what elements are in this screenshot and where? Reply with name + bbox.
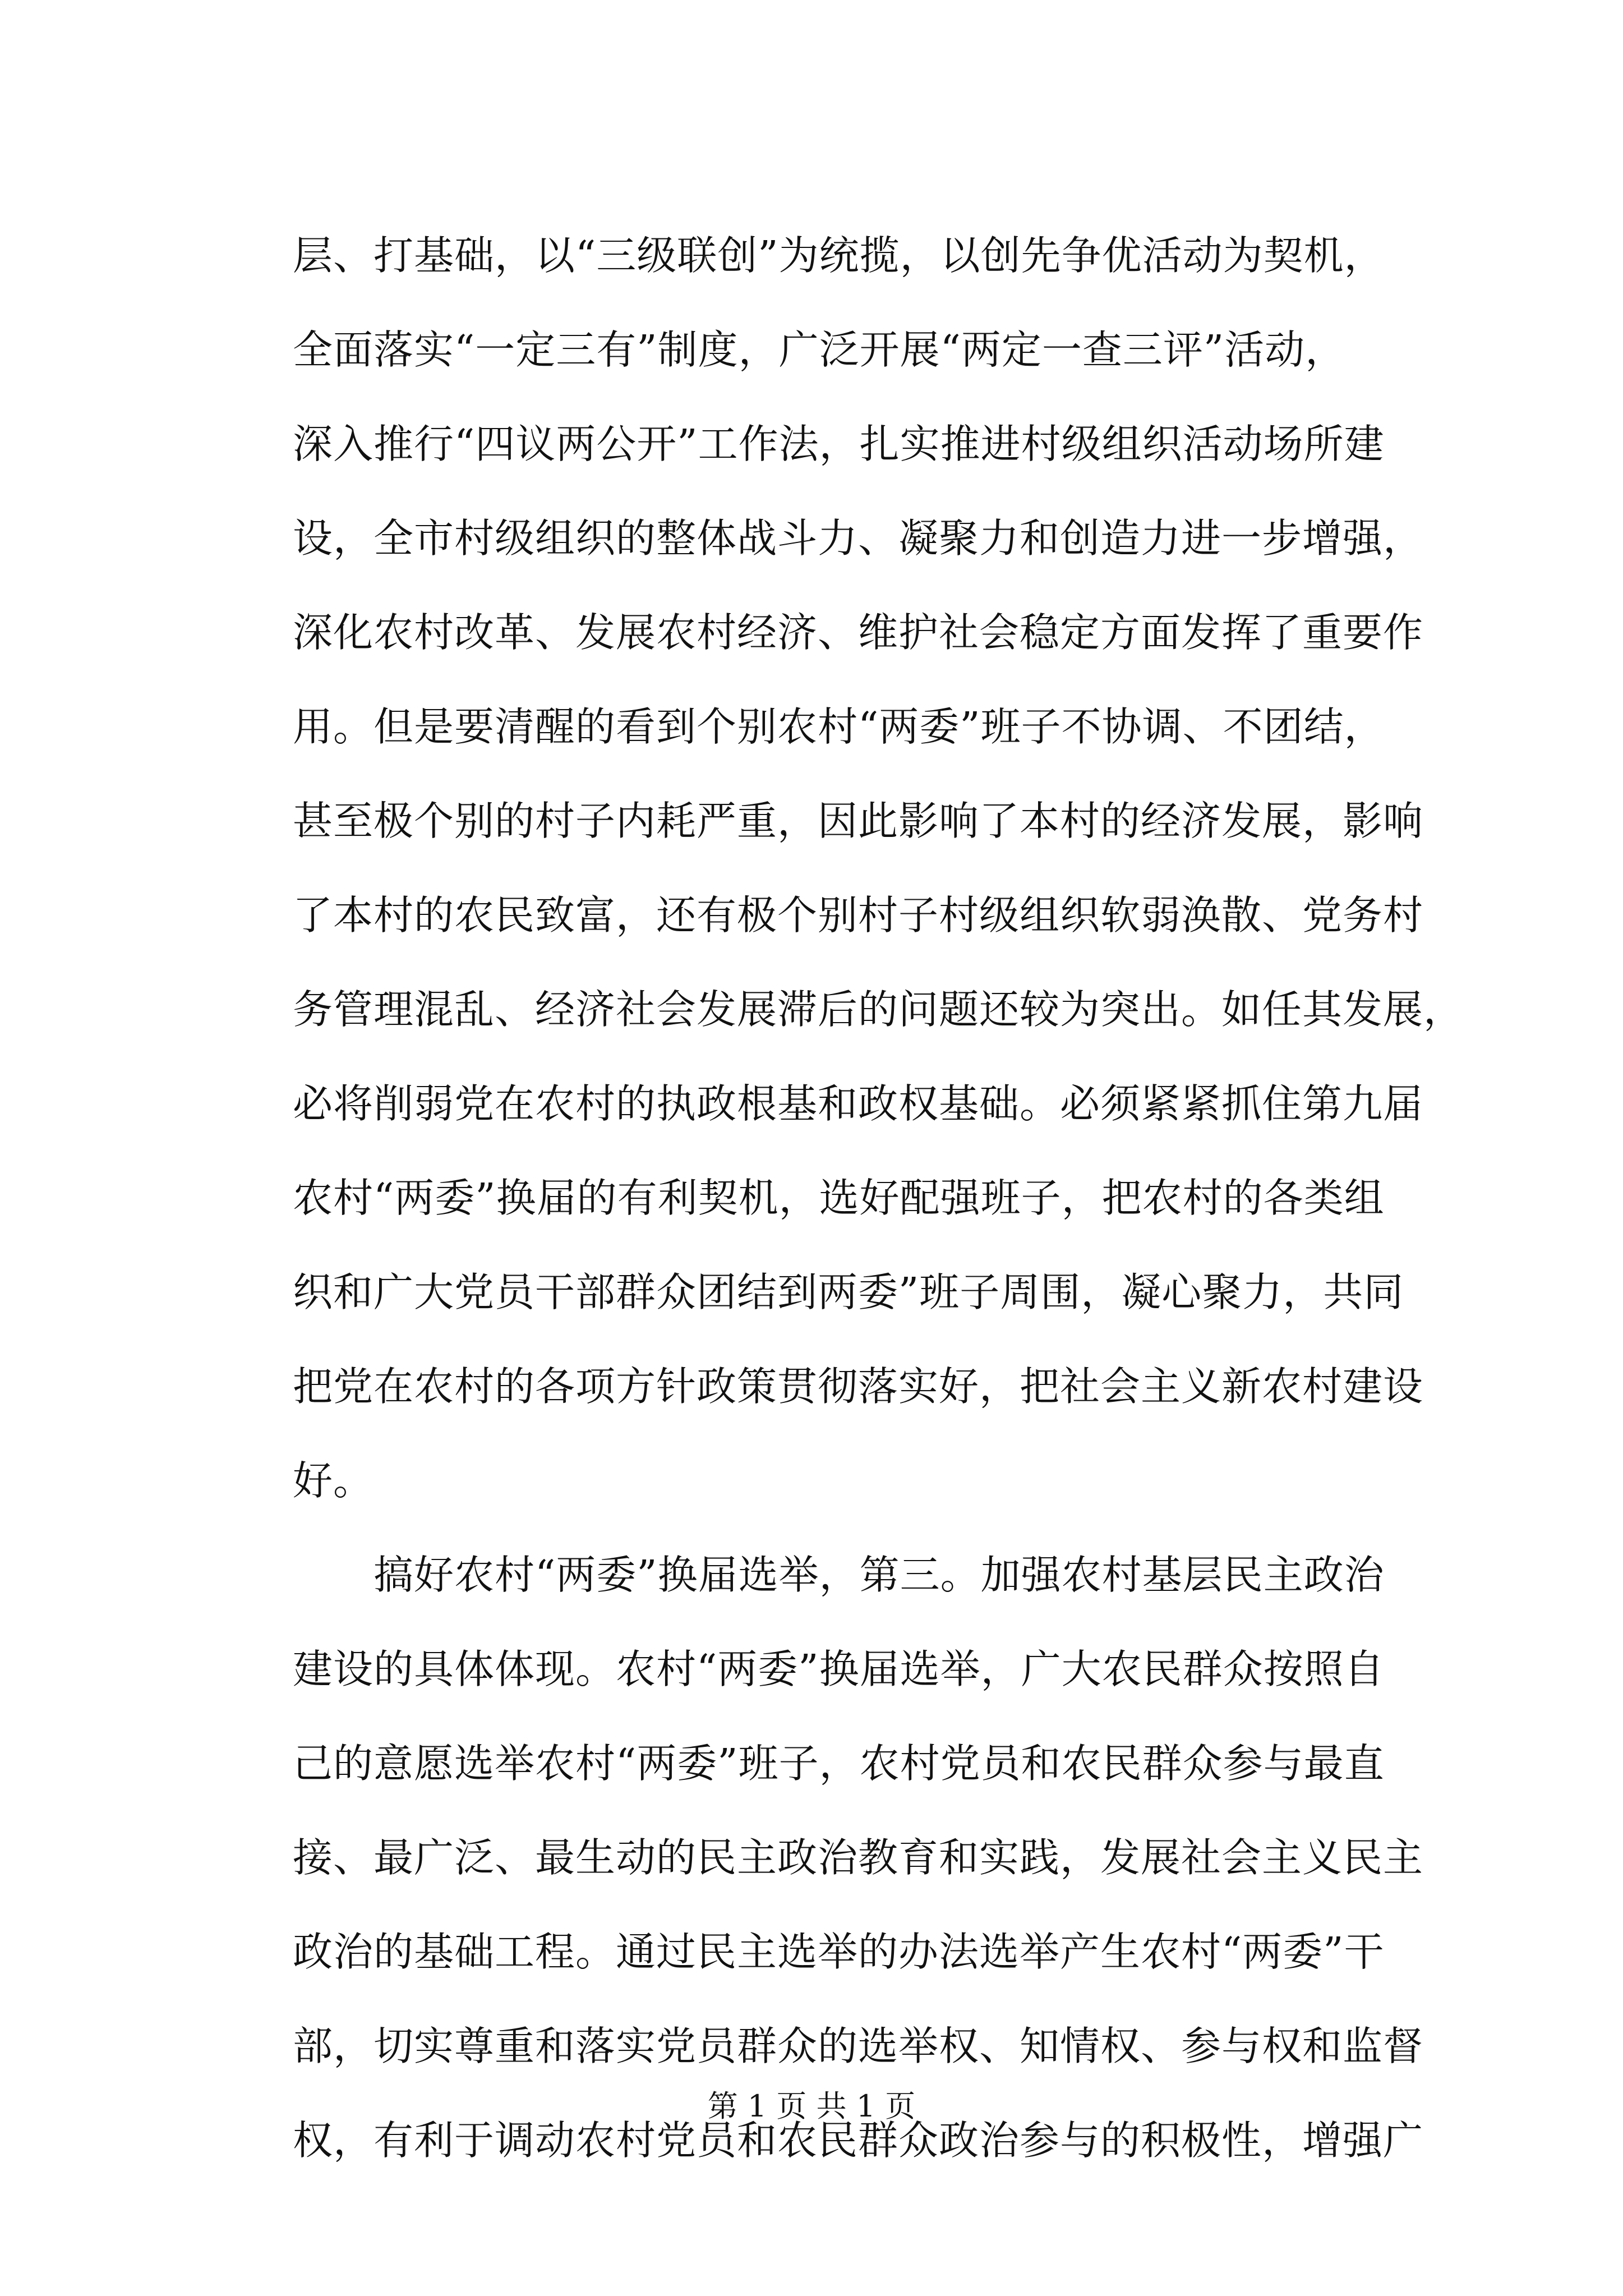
text-line: 全面落实“一定三有”制度，广泛开展“两定一查三评”活动， — [293, 326, 1346, 373]
text-line: 用。但是要清醒的看到个别农村“两委”班子不协调、不团结， — [293, 703, 1385, 750]
text-line: 层、打基础，以“三级联创”为统揽，以创先争优活动为契机， — [293, 232, 1385, 279]
text-line: 甚至极个别的村子内耗严重，因此影响了本村的经济发展，影响 — [293, 798, 1424, 844]
text-line: 设，全市村级组织的整体战斗力、凝聚力和创造力进一步增强， — [293, 515, 1424, 562]
page-footer: 第 1 页 共 1 页 — [707, 2088, 916, 2124]
text-line: 己的意愿选举农村“两委”班子，农村党员和农民群众参与最直 — [293, 1740, 1385, 1787]
text-line: 接、最广泛、最生动的民主政治教育和实践，发展社会主义民主 — [293, 1834, 1424, 1881]
text-line: 织和广大党员干部群众团结到两委”班子周围，凝心聚力，共同 — [293, 1269, 1404, 1315]
document-body — [293, 209, 1464, 2188]
text-line: 深化农村改革、发展农村经济、维护社会稳定方面发挥了重要作 — [293, 609, 1424, 656]
text-line: 建设的具体体现。农村“两委”换届选举，广大农民群众按照自 — [293, 1646, 1385, 1692]
text-line: 把党在农村的各项方针政策贯彻落实好，把社会主义新农村建设 — [293, 1363, 1424, 1410]
text-line: 必将削弱党在农村的执政根基和政权基础。必须紧紧抓住第九届 — [293, 1080, 1424, 1127]
text-line: 好。 — [293, 1457, 374, 1504]
text-line: 了本村的农民致富，还有极个别村子村级组织软弱涣散、党务村 — [293, 892, 1424, 938]
text-line: 部，切实尊重和落实党员群众的选举权、知情权、参与权和监督 — [293, 2023, 1424, 2069]
text-line: 深入推行“四议两公开”工作法，扎实推进村级组织活动场所建 — [293, 421, 1385, 467]
text-line: 务管理混乱、经济社会发展滞后的问题还较为突出。如任其发展， — [293, 986, 1464, 1033]
text-line: 农村“两委”换届的有利契机，选好配强班子，把农村的各类组 — [293, 1175, 1385, 1221]
text-line: 政治的基础工程。通过民主选举的办法选举产生农村“两委”干 — [293, 1929, 1385, 1975]
paragraph-start-line: 搞好农村“两委”换届选举，第三。加强农村基层民主政治 — [293, 1552, 1385, 1598]
text-line: 权，有利于调动农村党员和农民群众政治参与的积极性，增强广 — [293, 2117, 1424, 2164]
